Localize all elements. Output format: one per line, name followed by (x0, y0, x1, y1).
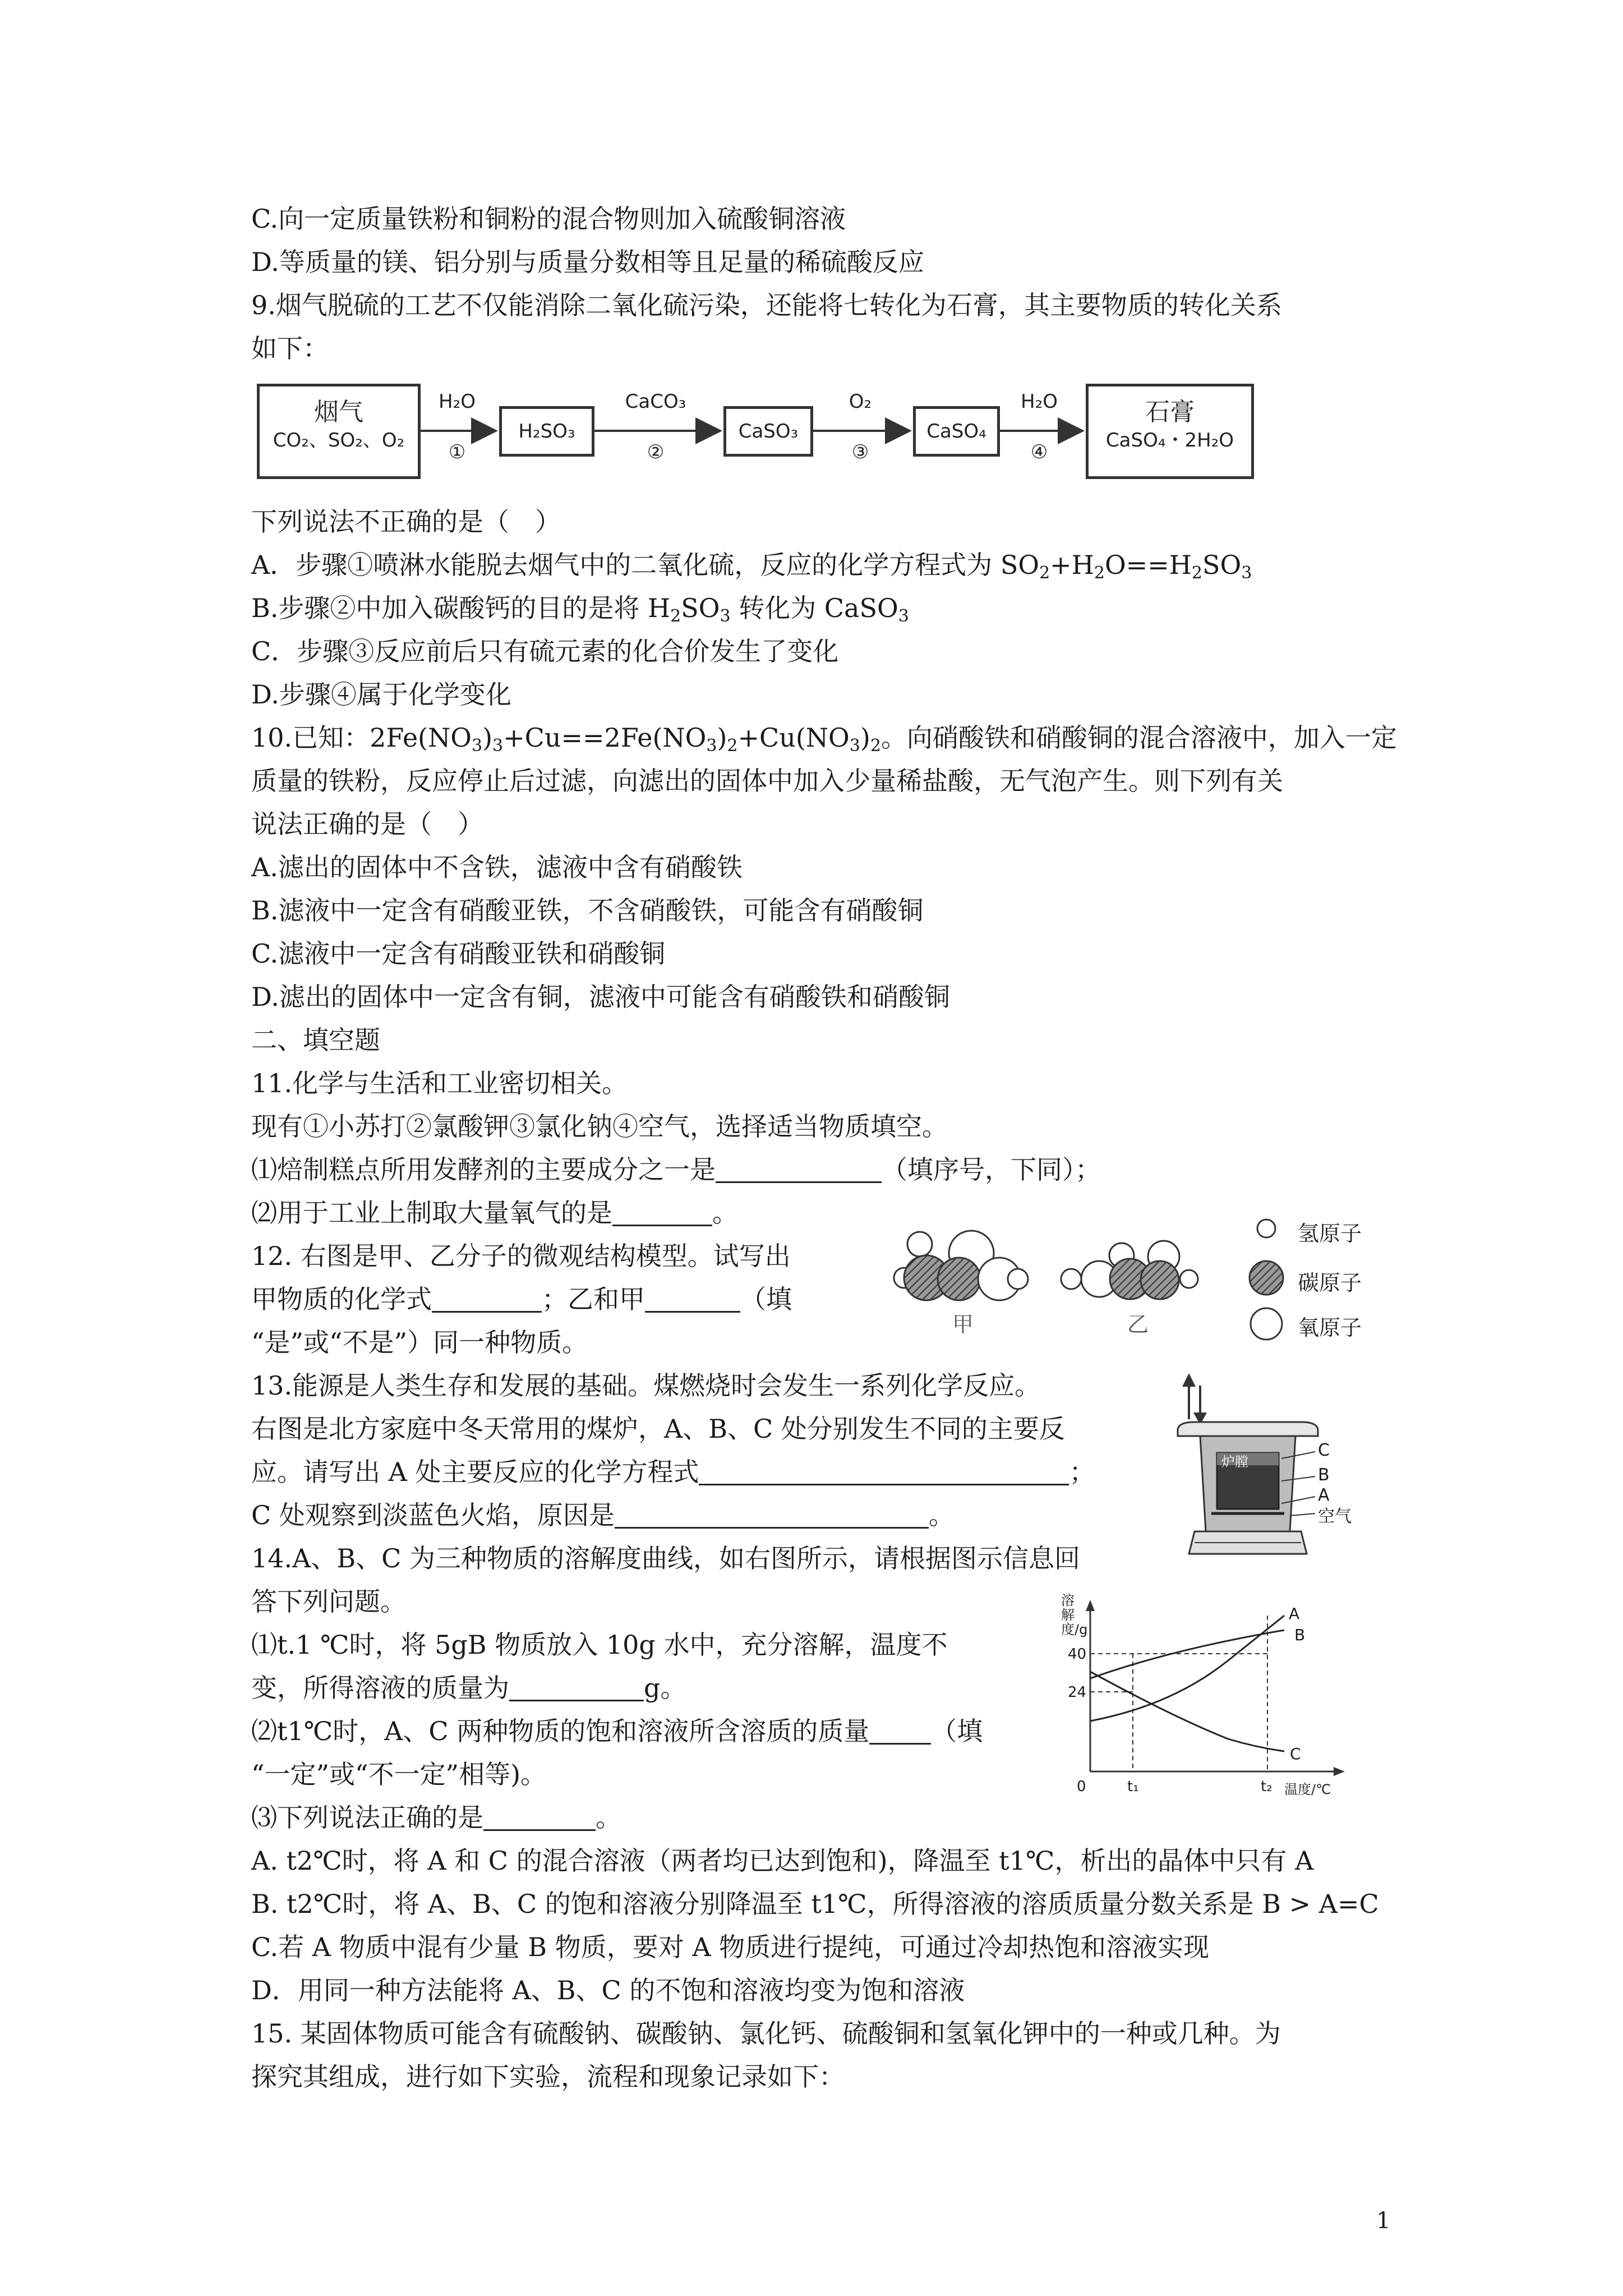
page-number: 1 (1376, 2208, 1391, 2234)
answer-blank[interactable] (432, 1285, 542, 1313)
question-10-text-cont: 质量的铁粉，反应停止后过滤，向滤出的固体中加入少量稀盐酸，无气泡产生。则下列有关 (251, 766, 1283, 796)
flow-box-gypsum: 石膏 CaSO₄・2H₂O (1086, 384, 1254, 479)
question-11-text: 11.化学与生活和工业密切相关。 (251, 1068, 628, 1098)
tick-24: 24 (1068, 1684, 1087, 1701)
stove-label-c: C (1318, 1441, 1330, 1460)
question-13-blank-2: C 处观察到淡蓝色火焰，原因是 。 (251, 1500, 955, 1530)
flow-box-flue-gas: 烟气 CO₂、SO₂、O₂ (257, 384, 421, 479)
stove-label-air: 空气 (1318, 1507, 1352, 1526)
flow-box-caso3: CaSO₃ (723, 406, 813, 457)
option-b-q10: B.滤液中一定含有硝酸亚铁，不含硝酸铁，可能含有硝酸铜 (251, 895, 924, 926)
question-12-blanks: 甲物质的化学式 ；乙和甲 （填 (251, 1284, 792, 1314)
option-d-q14: D．用同一种方法能将 A、B、C 的不饱和溶液均变为饱和溶液 (251, 1975, 965, 2005)
option-d-q10: D.滤出的固体中一定含有铜，滤液中可能含有硝酸铁和硝酸铜 (251, 982, 950, 1012)
legend-oxygen-label: 氧原子 (1298, 1315, 1362, 1340)
option-d-q8: D.等质量的镁、铝分别与质量分数相等且足量的稀硫酸反应 (251, 247, 924, 277)
flow-reagent-3: O₂ (849, 390, 872, 413)
flow-reagent-2: CaCO₃ (625, 390, 686, 413)
question-11-part-2: ⑵用于工业上制取大量氧气的是 。 (251, 1198, 738, 1228)
option-d-q9: D.步骤④属于化学变化 (251, 679, 511, 710)
question-9-prompt: 下列说法不正确的是（ ） (251, 507, 561, 537)
question-9-text: 9.烟气脱硫的工艺不仅能消除二氧化硫污染，还能将七转化为石膏，其主要物质的转化关系 (251, 290, 1282, 320)
flow-reagent-4: H₂O (1021, 390, 1058, 413)
y-axis-label: 溶解度/g (1061, 1593, 1088, 1637)
section-heading: 二、填空题 (251, 1025, 380, 1055)
curve-label-c: C (1290, 1745, 1301, 1763)
question-14-text: 14.A、B、C 为三种物质的溶解度曲线，如右图所示，请根据图示信息回 (251, 1543, 1080, 1573)
curve-label-b: B (1294, 1626, 1306, 1644)
molecule-yi (1061, 1241, 1198, 1299)
option-b-q9: B.步骤②中加入碳酸钙的目的是将 $H_2SO_3$ 转化为 CaSO$_3$ (251, 593, 909, 626)
curve-label-a: A (1289, 1604, 1300, 1623)
option-c-q14: C.若 A 物质中混有少量 B 物质，要对 A 物质进行提纯，可通过冷却热饱和溶液实现 (251, 1932, 1210, 1962)
question-15-text: 15. 某固体物质可能含有硫酸钠、碳酸钠、氯化钙、硫酸铜和氢氧化钾中的一种或几种。为 (251, 2018, 1281, 2049)
answer-blank[interactable] (716, 1156, 882, 1183)
question-15-text-cont: 探究其组成，进行如下实验，流程和现象记录如下： (251, 2062, 845, 2092)
desulfurization-flow-diagram (257, 379, 1266, 486)
question-14-part-2: ⑵t1℃时，A、C 两种物质的饱和溶液所含溶质的质量 （填 (251, 1716, 983, 1746)
question-9-text-cont: 如下： (251, 333, 329, 364)
molecule-legend (1249, 1220, 1283, 1340)
question-13-blank-1: 应。请写出 A 处主要反应的化学方程式 ； (251, 1457, 1095, 1487)
flow-step-1: ① (448, 441, 466, 463)
question-13-text-cont: 右图是北方家庭中冬天常用的煤炉，A、B、C 处分别发生不同的主要反 (251, 1414, 1065, 1444)
flow-reagent-1: H₂O (439, 390, 476, 413)
flow-step-3: ③ (851, 441, 869, 463)
answer-blank[interactable] (699, 1458, 1069, 1485)
legend-hydrogen-label: 氢原子 (1298, 1221, 1362, 1246)
tick-origin: 0 (1077, 1778, 1086, 1795)
label-jia: 甲 (952, 1312, 974, 1337)
answer-blank[interactable] (483, 1803, 596, 1831)
question-11-options: 现有①小苏打②氯酸钾③氯化钠④空气，选择适当物质填空。 (251, 1111, 948, 1142)
x-axis-label: 温度/℃ (1284, 1782, 1331, 1797)
option-a-q9: A．步骤①喷淋水能脱去烟气中的二氧化硫，反应的化学方程式为 $SO_2+H_2O==H_2SO_3$ (251, 550, 1252, 583)
stove-label-a: A (1318, 1485, 1330, 1505)
answer-blank[interactable] (869, 1717, 931, 1745)
solubility-curve-chart (1060, 1593, 1352, 1806)
furnace-label: 炉膛 (1221, 1454, 1248, 1470)
question-11-part-1: ⑴焙制糕点所用发酵剂的主要成分之一是 （填序号，下同）； (251, 1154, 1101, 1185)
option-c-q8: C.向一定质量铁粉和铜粉的混合物则加入硫酸铜溶液 (251, 204, 846, 234)
question-12-text-cont: “是”或“不是”）同一种物质。 (251, 1327, 588, 1358)
tick-40: 40 (1068, 1646, 1087, 1663)
question-10-text: 10.已知：$2Fe(NO_3)_3+Cu==2Fe(NO_3)_2+Cu(NO_3)_2$。向硝酸铁和硝酸铜的混合溶液中，加入一定 (251, 723, 1397, 756)
flow-box-caso4: CaSO₄ (913, 406, 1000, 457)
flow-step-2: ② (647, 441, 665, 463)
option-c-q10: C.滤液中一定含有硝酸亚铁和硝酸铜 (251, 938, 666, 969)
flow-step-4: ④ (1030, 441, 1048, 463)
option-a-q10: A.滤出的固体中不含铁，滤液中含有硝酸铁 (251, 852, 743, 882)
coal-stove-figure (1155, 1369, 1380, 1559)
question-14-part-1: ⑴t.1 ℃时，将 5gB 物质放入 10g 水中，充分溶解，温度不 (251, 1630, 948, 1660)
question-10-prompt: 说法正确的是（ ） (251, 809, 483, 839)
option-b-q14: B. t2℃时，将 A、B、C 的饱和溶液分别降温至 t1℃，所得溶液的溶质质量分数关系是 B > A=C (251, 1889, 1379, 1919)
answer-blank[interactable] (645, 1285, 740, 1313)
question-12-text: 12. 右图是甲、乙分子的微观结构模型。试写出 (251, 1241, 791, 1271)
tick-t1: t₁ (1127, 1778, 1139, 1795)
flow-box-h2so3: H₂SO₃ (499, 406, 594, 457)
molecule-jia (894, 1231, 1028, 1300)
answer-blank[interactable] (612, 1199, 712, 1226)
option-a-q14: A. t2℃时，将 A 和 C 的混合溶液（两者均已达到饱和)，降温至 t1℃，析出的晶体中只有 A (251, 1846, 1314, 1876)
label-yi: 乙 (1127, 1312, 1149, 1337)
legend-carbon-label: 碳原子 (1298, 1271, 1362, 1295)
question-14-part-3: ⑶下列说法正确的是 。 (251, 1802, 621, 1833)
question-13-text: 13.能源是人类生存和发展的基础。煤燃烧时会发生一系列化学反应。 (251, 1370, 1041, 1401)
answer-blank[interactable] (509, 1674, 644, 1701)
question-14-part-1-cont: 变，所得溶液的质量为 g。 (251, 1673, 686, 1703)
stove-label-b: B (1318, 1465, 1330, 1485)
answer-blank[interactable] (615, 1501, 929, 1529)
molecule-models-figure (892, 1195, 1374, 1341)
question-14-text-cont: 答下列问题。 (251, 1586, 406, 1617)
curve-c (1090, 1672, 1284, 1751)
question-14-part-2-cont: “一定”或“不一定”相等)。 (251, 1759, 547, 1789)
solubility-curve-figure (1060, 1593, 1352, 1806)
tick-t2: t₂ (1261, 1778, 1272, 1795)
option-c-q9: C．步骤③反应前后只有硫元素的化合价发生了变化 (251, 636, 839, 666)
coal-stove-drawing (1155, 1369, 1380, 1559)
